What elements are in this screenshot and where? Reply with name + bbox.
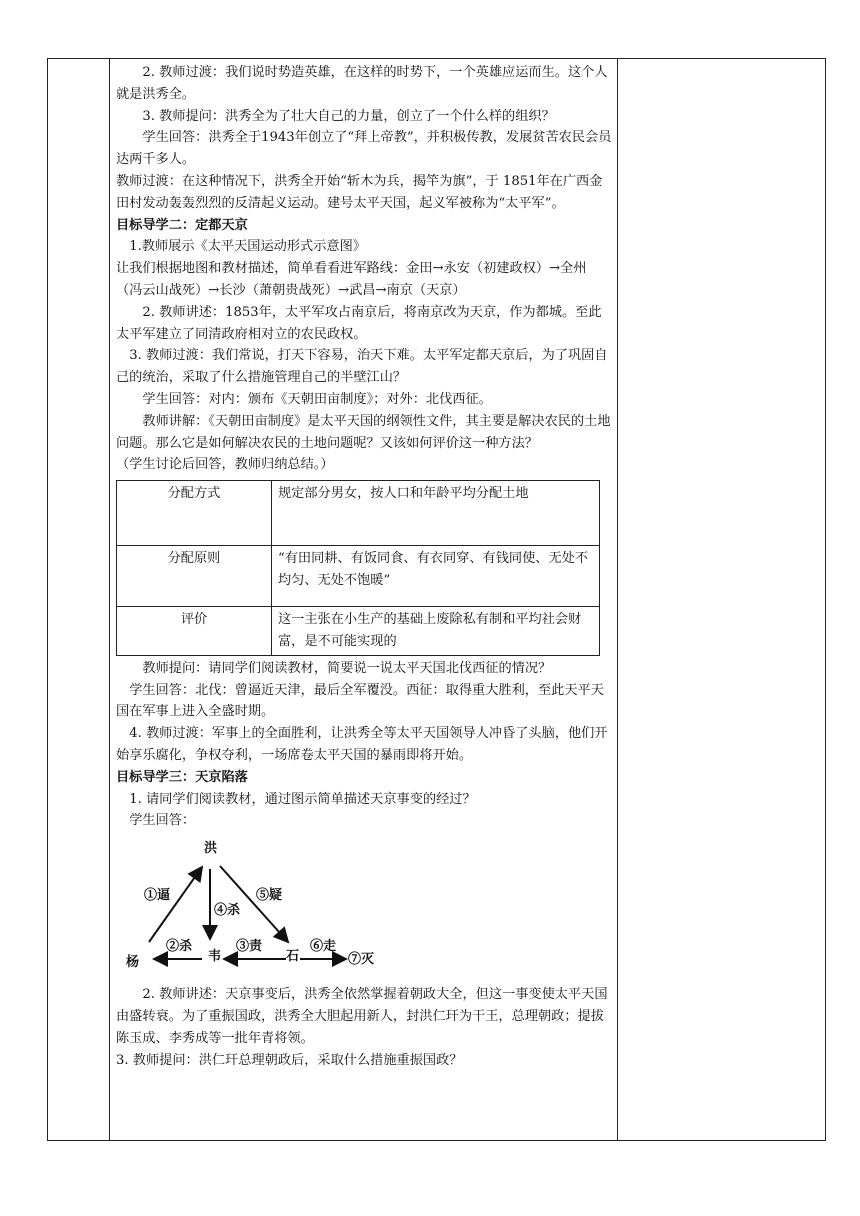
node-shi: 石 <box>286 949 300 965</box>
edge-label: ⑥走 <box>310 939 337 955</box>
table-row <box>117 546 600 607</box>
paragraph: 学生回答：对内：颁布《天朝田亩制度》；对外：北伐西征。 <box>142 391 492 407</box>
paragraph: （学生讨论后回答，教师归纳总结。） <box>116 457 334 473</box>
paragraph: 2. 教师过渡：我们说时势造英雄，在这样的时势下，一个英雄应运而生。这个人就是洪秀全。 <box>116 65 608 102</box>
table-key: 分配原则 <box>117 546 272 607</box>
right-column-divider <box>617 58 618 1141</box>
table-row <box>117 481 600 546</box>
node-wei: 韦 <box>208 949 222 965</box>
paragraph: 3. 教师提问：洪仁玕总理朝政后，采取什么措施重振国政？ <box>116 1052 463 1068</box>
land-distribution-table <box>116 480 600 656</box>
table-key: 评价 <box>117 607 272 656</box>
node-hong: 洪 <box>204 841 218 857</box>
edge-label: ⑤疑 <box>256 888 283 904</box>
table-key: 分配方式 <box>117 481 272 546</box>
paragraph: 学生回答：北伐：曾逼近天津，最后全军覆没。西征：取得重大胜利，至此天平天国在军事上进入全盛时期。 <box>116 682 604 720</box>
paragraph: 1. 请同学们阅读教材，通过图示简单描述天京事变的经过？ <box>129 791 476 807</box>
paragraph: 2. 教师讲述：1853年，太平军攻占南京后，将南京改为天京，作为都城。至此太平军建立了同清政府相对立的农民政权。 <box>116 304 602 342</box>
tianjing-incident-diagram <box>116 832 612 984</box>
paragraph: 让我们根据地图和教材描述，简单看看进军路线：金田→永安（初建政权）→全州（冯云山战死）→长沙（萧朝贵战死）→武昌→南京（天京） <box>116 261 587 298</box>
table-row <box>117 607 600 656</box>
node-yang: 杨 <box>126 955 140 971</box>
table-value: “有田同耕、有饭同食、有衣同穿、有钱同使、无处不均匀、无处不饱暖” <box>272 546 600 607</box>
paragraph: 1.教师展示《太平天国运动形式示意图》 <box>129 239 366 255</box>
paragraph: 学生回答： <box>129 813 196 829</box>
paragraph: 学生回答：洪秀全于1943年创立了“拜上帝教”，并积极传教，发展贫苦农民会员达两千多人。 <box>116 130 612 168</box>
arrow-yang-to-hong <box>149 867 202 942</box>
paragraph: 教师讲解：《天朝田亩制度》是太平天国的纲领性文件，其主要是解决农民的土地问题。那么它是如何解决农民的土地问题呢？又该如何评价这一种方法？ <box>116 413 611 451</box>
section-heading: 目标导学三：天京陷落 <box>116 769 248 785</box>
paragraph: 2. 教师讲述：天京事变后，洪秀全依然掌握着朝政大全，但这一事变使太平天国由盛转衰。为了重振国政，洪秀全大胆起用新人，封洪仁玕为干王，总理朝政；提拔陈玉成、李秀成等一批年青将领。 <box>116 987 608 1046</box>
table-value: 这一主张在小生产的基础上废除私有制和平均社会财富，是不可能实现的 <box>272 607 600 656</box>
left-column-divider <box>109 58 110 1141</box>
edge-label: ③责 <box>236 939 263 955</box>
paragraph: 4. 教师过渡：军事上的全面胜利，让洪秀全等太平天国领导人冲昏了头脑，他们开始享乐腐化，争权夺利，一场席卷太平天国的暴雨即将开始。 <box>116 726 608 763</box>
edge-label: ②杀 <box>166 939 193 955</box>
paragraph: 教师提问：请同学们阅读教材，简要说一说太平天国北伐西征的情况？ <box>142 660 552 676</box>
edge-label: ①逼 <box>144 888 171 904</box>
paragraph: 教师过渡：在这种情况下，洪秀全开始“斩木为兵，揭竿为旗”，于 1851年在广西金田村发动轰轰烈烈的反清起义运动。建号太平天国，起义军被称为“太平军”。 <box>116 173 603 211</box>
paragraph: 3. 教师过渡：我们常说，打天下容易，治天下难。太平军定都天京后，为了巩固自己的统治，采取了什么措施管理自己的半壁江山？ <box>116 348 608 386</box>
table-value: 规定部分男女，按人口和年龄平均分配土地 <box>272 481 600 546</box>
lesson-content <box>116 62 612 1071</box>
edge-label: ④杀 <box>214 903 241 919</box>
edge-label: ⑦灭 <box>348 952 375 968</box>
section-heading: 目标导学二：定都天京 <box>116 217 248 233</box>
paragraph: 3. 教师提问：洪秀全为了壮大自己的力量，创立了一个什么样的组织？ <box>142 108 555 124</box>
